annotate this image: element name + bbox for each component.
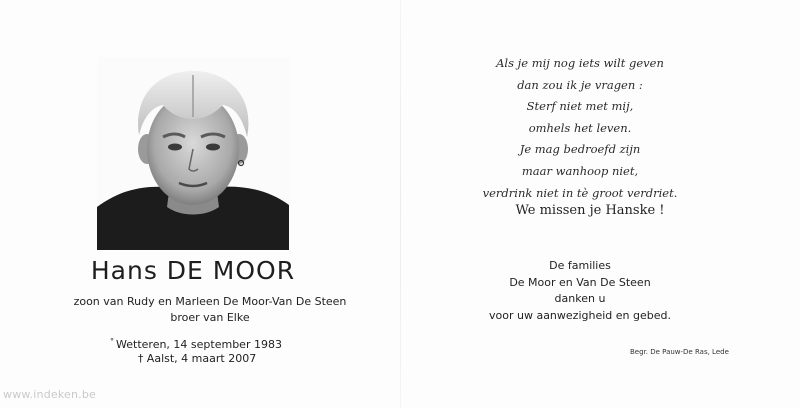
poem <box>460 53 700 204</box>
birth-mark: ° <box>110 337 115 346</box>
watermark: www.indeken.be <box>3 388 97 401</box>
poem-line: Als je mij nog iets wilt geven <box>496 56 664 70</box>
parents-line: zoon van Rudy en Marleen De Moor-Van De Steen <box>73 295 347 308</box>
poem-line: Sterf niet met mij, <box>526 99 634 114</box>
families-line: De families <box>549 259 611 272</box>
portrait-photo <box>97 57 289 250</box>
poem-line: dan zou ik je vragen : <box>517 77 643 92</box>
families-thanks <box>480 258 680 324</box>
poem-line: verdrink niet in tè groot verdriet. <box>482 185 678 200</box>
families-line: voor uw aanwezigheid en gebed. <box>489 308 671 322</box>
birth-info <box>0 337 392 351</box>
miss-line: We missen je Hanske ! <box>515 203 665 218</box>
deceased-name: Hans DE MOOR <box>90 256 296 285</box>
death-line: † Aalst, 4 maart 2007 <box>137 352 257 365</box>
poem-line: maar wanhoop niet, <box>521 163 639 178</box>
card-fold <box>400 0 401 408</box>
birth-line: Wetteren, 14 september 1983 <box>116 338 282 351</box>
sibling-line: broer van Elke <box>170 311 250 324</box>
poem-line: Je mag bedroefd zijn <box>519 142 641 157</box>
undertaker-credit: Begr. De Pauw-De Ras, Lede <box>630 348 729 356</box>
portrait-illustration <box>97 57 289 250</box>
families-line: De Moor en Van De Steen <box>509 275 651 289</box>
poem-line: omhels het leven. <box>528 120 632 135</box>
families-line: danken u <box>554 292 606 305</box>
